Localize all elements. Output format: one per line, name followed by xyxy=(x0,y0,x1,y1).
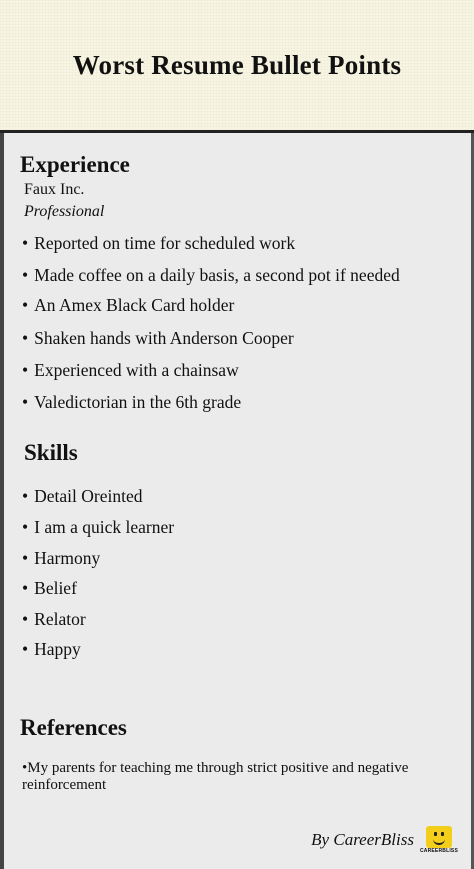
list-item: • I am a quick learner xyxy=(22,517,174,538)
list-item: • Belief xyxy=(22,578,77,599)
experience-heading: Experience xyxy=(20,152,130,177)
careerbliss-logo xyxy=(420,826,458,854)
logo-text: CAREERBLISS xyxy=(419,848,458,854)
references-text: •My parents for teaching me through strict positive and negative reinforcement xyxy=(22,760,409,793)
smiley-face-icon xyxy=(426,826,452,848)
list-item: • Experienced with a chainsaw xyxy=(22,360,239,381)
list-item: • An Amex Black Card holder xyxy=(22,295,234,316)
skills-heading: Skills xyxy=(24,440,78,465)
list-item: • Harmony xyxy=(22,548,100,569)
list-item: • Happy xyxy=(22,639,81,660)
list-item: • Valedictorian in the 6th grade xyxy=(22,392,241,413)
list-item: • Relator xyxy=(22,609,86,630)
footer xyxy=(311,826,458,854)
company-name: Faux Inc. xyxy=(24,181,85,198)
list-item: • Shaken hands with Anderson Cooper xyxy=(22,328,294,349)
byline: By CareerBliss xyxy=(311,830,414,849)
references-heading: References xyxy=(20,715,127,740)
job-role: Professional xyxy=(24,203,105,220)
list-item: • Detail Oreinted xyxy=(22,486,143,507)
list-item: • Made coffee on a daily basis, a second pot if needed xyxy=(22,265,400,286)
list-item: • Reported on time for scheduled work xyxy=(22,233,295,254)
page-title: Worst Resume Bullet Points xyxy=(72,50,402,80)
header-banner xyxy=(0,0,474,133)
